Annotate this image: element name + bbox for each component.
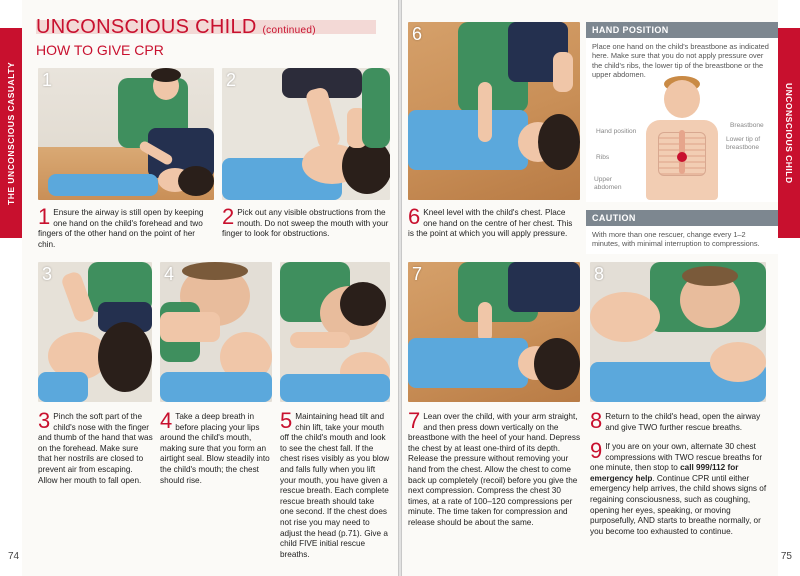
page-title: UNCONSCIOUS CHILD (continued) xyxy=(36,16,316,38)
step-2-photo-number: 2 xyxy=(226,70,237,90)
step-9-text: 9 If you are on your own, alternate 30 chest compressions with TWO rescue breaths for one minute, then stop to call 999/112 for emergency help. Continue CPR until either emergency help arrives, the child shows signs of regaining consciousness, such as coughing, opening her eyes, speaking, or moving purposefully, AND starts to breathe normally, or you become too exhausted to continue. xyxy=(590,438,767,536)
step-8-photo xyxy=(590,262,766,402)
step-5-photo xyxy=(280,262,390,402)
right-page xyxy=(402,0,800,576)
step-4-photo xyxy=(160,262,272,402)
step-6-photo-number: 6 xyxy=(412,24,423,44)
step-3-text: 3 Pinch the soft part of the child's nose with the finger and thumb of the hand that was on the forehead. Make sure that her nostrils are closed to prevent air from escaping. Allow her mouth to fall open. xyxy=(38,408,153,485)
left-side-tab xyxy=(0,0,22,576)
step-4-text: 4 Take a deep breath in before placing your lips around the child's mouth, making sure that you form an airtight seal. Blow steadily into the child's mouth; the chest should rise. xyxy=(160,408,270,485)
child-torso-diagram xyxy=(642,76,722,200)
step-4-photo-number: 4 xyxy=(164,264,175,284)
page-number-right: 75 xyxy=(780,551,792,562)
right-side-tab xyxy=(778,0,800,576)
step-8-photo-number: 8 xyxy=(594,264,605,284)
step-2-text: 2 Pick out any visible obstructions from the mouth. Do not sweep the mouth with your finger to look for obstructions. xyxy=(222,204,389,239)
step-6-text: 6 Kneel level with the child's chest. Place one hand on the centre of her chest. This is the point at which you will apply pressure. xyxy=(408,204,573,239)
step-1-photo-number: 1 xyxy=(42,70,53,90)
label-breastbone: Breastbone xyxy=(730,122,764,129)
step-5-text: 5 Maintaining head tilt and chin lift, take your mouth off the child's mouth and look to see the chest fall. If the chest rises visibly as you blow and falls fully when you lift your mouth, you have given a rescue breath. Each complete rescue breath should take one second. If the chest does not rise you may need to adjust the head (p.71). Give a child FIVE initial rescue breaths. xyxy=(280,408,390,559)
step-3-photo xyxy=(38,262,152,402)
hand-position-box xyxy=(586,22,778,202)
hand-position-marker xyxy=(677,152,687,162)
step-6-photo xyxy=(408,22,580,200)
hand-position-heading: HAND POSITION xyxy=(586,22,778,38)
page-number-left: 74 xyxy=(8,551,20,562)
caution-box xyxy=(586,210,778,254)
step-8-text: 8 Return to the child's head, open the airway and give TWO further rescue breaths. xyxy=(590,408,761,433)
step-7-photo xyxy=(408,262,580,402)
hand-position-text: Place one hand on the child's breastbone as indicated here. Make sure that you do not apply pressure over the child's ribs, the lower tip of the breastbone or the upper abdomen. xyxy=(592,42,769,80)
label-ribs: Ribs xyxy=(596,154,610,161)
left-page xyxy=(0,0,398,576)
label-hand-position: Hand position xyxy=(596,128,637,135)
left-side-tab-label: THE UNCONSCIOUS CASUALTY xyxy=(6,61,16,205)
step-2-photo xyxy=(222,68,390,200)
step-3-photo-number: 3 xyxy=(42,264,53,284)
caution-text: With more than one rescuer, change every 1–2 minutes, with minimal interruption to compressions. xyxy=(592,230,760,249)
step-1-photo xyxy=(38,68,214,200)
caution-heading: CAUTION xyxy=(586,210,778,226)
page-title-suffix: (continued) xyxy=(262,25,316,36)
step-7-text: 7 Lean over the child, with your arm straight, and then press down vertically on the breastbone with the heel of your hand. Depress the chest by at least one-third of its depth. Release the pressure without removing your hand from the chest. Allow the chest to come back up completely (recoil) before you give the next compression. Compress the chest 30 times, at a rate of 100–120 compressions per minute. The time taken for compression and release should be about the same. xyxy=(408,408,581,527)
right-side-tab-label: UNCONSCIOUS CHILD xyxy=(784,82,794,184)
label-lower-tip: Lower tip of breastbone xyxy=(726,136,761,151)
step-1-text: 1 Ensure the airway is still open by keeping one hand on the child's forehead and two fingers of the other hand on the point of her chin. xyxy=(38,204,204,249)
page-subtitle: HOW TO GIVE CPR xyxy=(36,42,164,58)
label-upper-abdomen: Upper abdomen xyxy=(594,176,622,191)
emergency-call-instruction: call 999/112 for emergency help xyxy=(590,463,739,483)
step-7-photo-number: 7 xyxy=(412,264,423,284)
